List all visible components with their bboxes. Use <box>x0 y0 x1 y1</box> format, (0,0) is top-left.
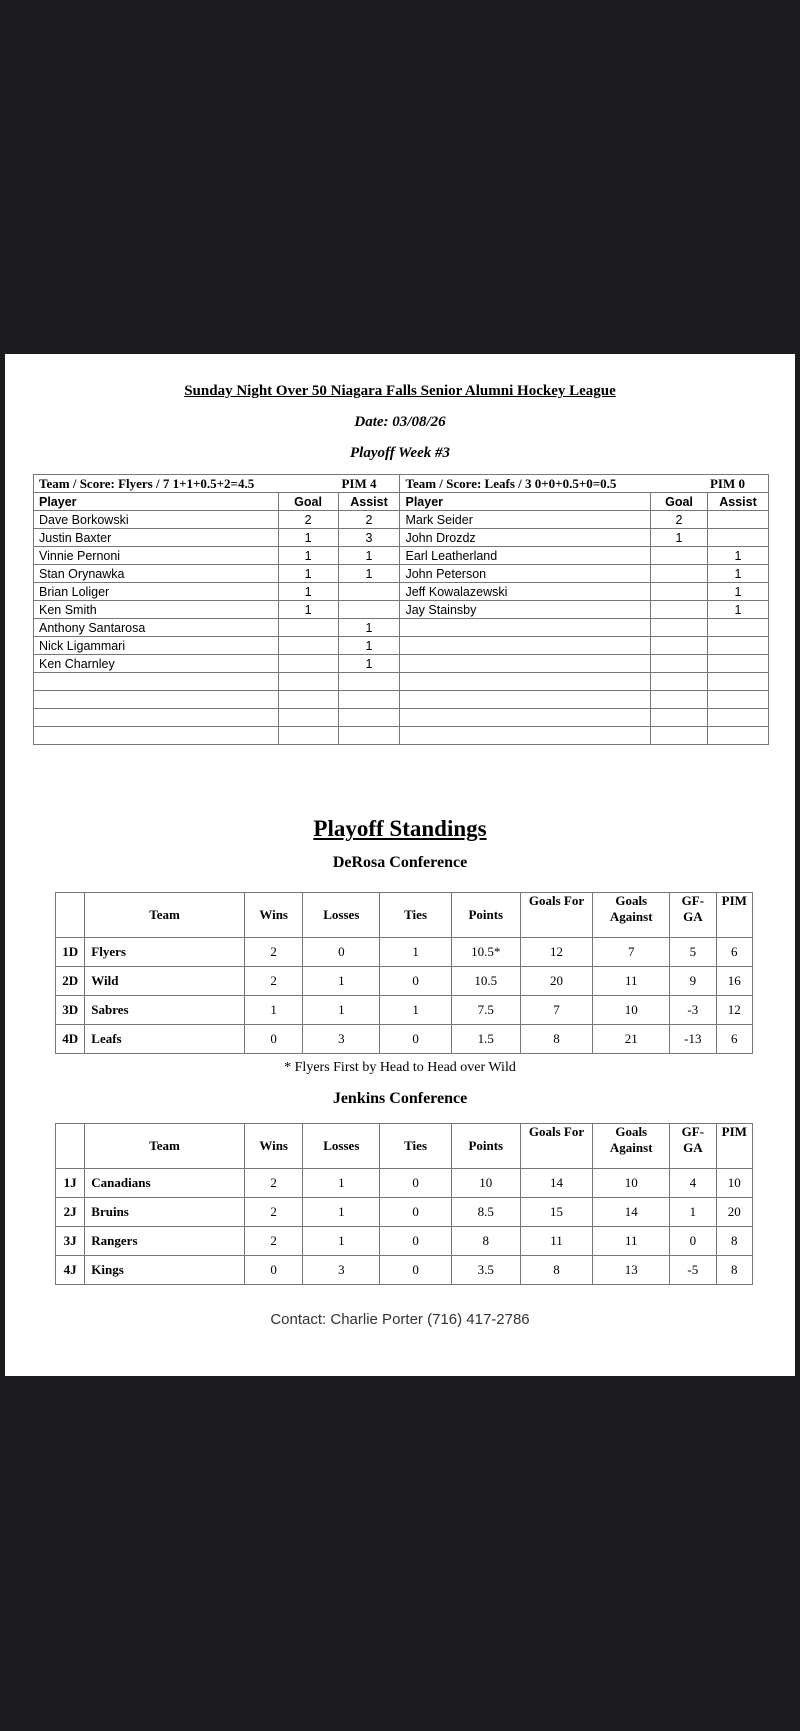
stat-cell: 1 <box>303 1198 380 1227</box>
player-goal <box>651 673 708 691</box>
stat-cell: 7.5 <box>451 996 520 1025</box>
stat-cell: 2 <box>244 1198 303 1227</box>
player-row <box>34 727 769 745</box>
stat-cell: 8.5 <box>451 1198 520 1227</box>
player-name <box>400 691 651 709</box>
player-assist <box>338 691 400 709</box>
pim-text: PIM 0 <box>709 475 745 491</box>
stat-cell: 20 <box>716 1198 752 1227</box>
col-player: Player <box>34 493 279 511</box>
player-goal: 1 <box>278 583 338 601</box>
standings-row <box>56 1256 753 1285</box>
stat-cell: 10.5 <box>451 967 520 996</box>
stat-cell: 0 <box>380 1227 452 1256</box>
player-assist <box>708 619 769 637</box>
player-row <box>34 547 769 565</box>
stat-cell: 8 <box>451 1227 520 1256</box>
col-goal: Goal <box>651 493 708 511</box>
stat-cell: 3.5 <box>451 1256 520 1285</box>
stat-cell: 1 <box>670 1198 716 1227</box>
player-name <box>400 673 651 691</box>
stat-cell: 6 <box>716 938 752 967</box>
player-goal <box>651 727 708 745</box>
stat-cell: 5 <box>670 938 716 967</box>
standings-row <box>56 967 753 996</box>
player-name: Earl Leatherland <box>400 547 651 565</box>
player-goal <box>278 637 338 655</box>
stat-cell: 2 <box>244 938 303 967</box>
stat-cell: 10 <box>716 1169 752 1198</box>
player-name: John Drozdz <box>400 529 651 547</box>
player-goal <box>651 691 708 709</box>
player-goal: 2 <box>651 511 708 529</box>
stat-cell: 1 <box>380 938 452 967</box>
col-header: Wins <box>244 893 303 938</box>
player-goal <box>651 565 708 583</box>
player-name <box>34 691 279 709</box>
stat-cell: 3 <box>303 1256 380 1285</box>
player-name: Vinnie Pernoni <box>34 547 279 565</box>
col-header: PIM <box>716 893 752 938</box>
col-header: Team <box>85 893 245 938</box>
player-assist: 1 <box>338 619 400 637</box>
player-name <box>400 655 651 673</box>
player-name: Stan Orynawka <box>34 565 279 583</box>
col-header: Points <box>451 893 520 938</box>
rank-cell: 1J <box>56 1169 85 1198</box>
player-goal: 1 <box>651 529 708 547</box>
col-header: Points <box>451 1124 520 1169</box>
player-name <box>34 709 279 727</box>
rank-cell: 2D <box>56 967 85 996</box>
stat-cell: 6 <box>716 1025 752 1054</box>
player-goal <box>278 655 338 673</box>
stat-cell: 1 <box>380 996 452 1025</box>
stat-cell: 8 <box>716 1227 752 1256</box>
player-name <box>400 727 651 745</box>
player-row <box>34 709 769 727</box>
player-row <box>34 691 769 709</box>
player-goal <box>651 547 708 565</box>
player-assist <box>708 511 769 529</box>
stat-cell: -5 <box>670 1256 716 1285</box>
rank-cell: 4J <box>56 1256 85 1285</box>
team-cell: Wild <box>85 967 245 996</box>
rank-header <box>56 1124 85 1169</box>
team-score-row <box>34 475 769 493</box>
team-cell: Flyers <box>85 938 245 967</box>
col-header: Losses <box>303 893 380 938</box>
conference-title: Jenkins Conference <box>332 1090 468 1107</box>
team-cell: Sabres <box>85 996 245 1025</box>
player-assist: 1 <box>338 637 400 655</box>
team-cell: Canadians <box>85 1169 245 1198</box>
col-header: Goals For <box>520 893 593 938</box>
stat-cell: 16 <box>716 967 752 996</box>
stat-cell: 8 <box>520 1256 593 1285</box>
stat-cell: 7 <box>520 996 593 1025</box>
player-goal <box>651 601 708 619</box>
player-goal <box>278 619 338 637</box>
stat-cell: 10 <box>451 1169 520 1198</box>
game-date: Date: 03/08/26 <box>354 414 446 430</box>
col-assist: Assist <box>338 493 400 511</box>
player-assist <box>338 727 400 745</box>
player-assist: 1 <box>708 547 769 565</box>
player-assist: 2 <box>338 511 400 529</box>
player-name: Jay Stainsby <box>400 601 651 619</box>
player-name <box>400 637 651 655</box>
col-header: Losses <box>303 1124 380 1169</box>
player-name: Dave Borkowski <box>34 511 279 529</box>
player-goal <box>651 583 708 601</box>
stat-cell: 15 <box>520 1198 593 1227</box>
player-goal <box>651 709 708 727</box>
stat-cell: 0 <box>380 1198 452 1227</box>
pim-text: PIM 4 <box>341 475 377 491</box>
stat-cell: 8 <box>520 1025 593 1054</box>
stat-cell: 0 <box>244 1025 303 1054</box>
player-goal: 1 <box>278 547 338 565</box>
col-header: GF-GA <box>670 893 716 938</box>
stat-cell: 0 <box>670 1227 716 1256</box>
team-cell: Kings <box>85 1256 245 1285</box>
standings-row <box>56 1227 753 1256</box>
player-assist <box>338 673 400 691</box>
player-name: Brian Loliger <box>34 583 279 601</box>
player-row <box>34 601 769 619</box>
player-assist <box>708 727 769 745</box>
col-header: Ties <box>380 1124 452 1169</box>
team-score-text: Team / Score: Flyers / 7 1+1+0.5+2=4.5 <box>39 475 255 491</box>
column-header-row <box>34 493 769 511</box>
document-page <box>5 354 795 1376</box>
player-name <box>34 673 279 691</box>
jenkins-standings-table <box>55 1123 753 1285</box>
col-header: Goals Against <box>593 893 670 938</box>
player-assist: 3 <box>338 529 400 547</box>
col-assist: Assist <box>708 493 769 511</box>
player-row <box>34 511 769 529</box>
rank-cell: 1D <box>56 938 85 967</box>
leafs-team-score <box>400 475 769 493</box>
player-goal <box>651 637 708 655</box>
stat-cell: 9 <box>670 967 716 996</box>
standings-row <box>56 1025 753 1054</box>
player-goal: 1 <box>278 565 338 583</box>
player-goal <box>651 619 708 637</box>
player-assist <box>708 709 769 727</box>
player-name: Mark Seider <box>400 511 651 529</box>
standings-title: Playoff Standings <box>313 816 487 841</box>
player-assist <box>708 529 769 547</box>
stat-cell: 11 <box>520 1227 593 1256</box>
player-assist: 1 <box>338 547 400 565</box>
player-name: Anthony Santarosa <box>34 619 279 637</box>
col-header: Team <box>85 1124 245 1169</box>
stat-cell: 12 <box>716 996 752 1025</box>
player-assist: 1 <box>708 583 769 601</box>
player-goal <box>278 709 338 727</box>
stat-cell: 1 <box>303 1227 380 1256</box>
stat-cell: 0 <box>244 1256 303 1285</box>
player-row <box>34 637 769 655</box>
player-goal <box>651 655 708 673</box>
player-row <box>34 619 769 637</box>
team-score-text: Team / Score: Leafs / 3 0+0+0.5+0=0.5 <box>405 475 617 491</box>
stat-cell: 2 <box>244 1227 303 1256</box>
game-scoresheet <box>33 474 769 745</box>
stat-cell: 11 <box>593 1227 670 1256</box>
player-assist <box>338 583 400 601</box>
player-goal <box>278 727 338 745</box>
stat-cell: 13 <box>593 1256 670 1285</box>
player-name <box>400 619 651 637</box>
col-goal: Goal <box>278 493 338 511</box>
team-cell: Leafs <box>85 1025 245 1054</box>
player-assist: 1 <box>708 601 769 619</box>
stat-cell: -13 <box>670 1025 716 1054</box>
team-cell: Rangers <box>85 1227 245 1256</box>
player-name: Ken Charnley <box>34 655 279 673</box>
player-name: Jeff Kowalazewski <box>400 583 651 601</box>
player-goal: 2 <box>278 511 338 529</box>
stat-cell: 0 <box>380 1025 452 1054</box>
stat-cell: -3 <box>670 996 716 1025</box>
player-assist: 1 <box>338 565 400 583</box>
player-goal: 1 <box>278 601 338 619</box>
standings-header-row <box>56 893 753 938</box>
player-assist <box>708 691 769 709</box>
col-header: Goals Against <box>593 1124 670 1169</box>
standings-row <box>56 1198 753 1227</box>
player-row <box>34 655 769 673</box>
conference-title: DeRosa Conference <box>332 854 468 871</box>
stat-cell: 7 <box>593 938 670 967</box>
stat-cell: 3 <box>303 1025 380 1054</box>
stat-cell: 14 <box>520 1169 593 1198</box>
stat-cell: 2 <box>244 1169 303 1198</box>
playoff-week: Playoff Week #3 <box>350 445 450 461</box>
stat-cell: 10 <box>593 996 670 1025</box>
player-assist <box>708 637 769 655</box>
stat-cell: 21 <box>593 1025 670 1054</box>
rank-cell: 2J <box>56 1198 85 1227</box>
player-name: John Peterson <box>400 565 651 583</box>
stat-cell: 10.5* <box>451 938 520 967</box>
stat-cell: 0 <box>380 1256 452 1285</box>
contact-info: Contact: Charlie Porter (716) 417-2786 <box>270 1311 530 1328</box>
player-assist: 1 <box>708 565 769 583</box>
player-row <box>34 583 769 601</box>
stat-cell: 1 <box>303 967 380 996</box>
stat-cell: 14 <box>593 1198 670 1227</box>
player-assist <box>708 655 769 673</box>
stat-cell: 1 <box>303 996 380 1025</box>
player-row <box>34 673 769 691</box>
standings-header-row <box>56 1124 753 1169</box>
rank-cell: 3D <box>56 996 85 1025</box>
player-name <box>34 727 279 745</box>
rank-header <box>56 893 85 938</box>
stat-cell: 0 <box>380 967 452 996</box>
col-player: Player <box>400 493 651 511</box>
stat-cell: 10 <box>593 1169 670 1198</box>
player-row <box>34 529 769 547</box>
player-goal <box>278 673 338 691</box>
stat-cell: 11 <box>593 967 670 996</box>
stat-cell: 8 <box>716 1256 752 1285</box>
col-header: Goals For <box>520 1124 593 1169</box>
stat-cell: 1 <box>303 1169 380 1198</box>
derosa-standings-table <box>55 892 753 1054</box>
league-title: Sunday Night Over 50 Niagara Falls Senior Alumni Hockey League <box>184 383 616 399</box>
player-assist <box>338 601 400 619</box>
rank-cell: 3J <box>56 1227 85 1256</box>
player-assist <box>338 709 400 727</box>
rank-cell: 4D <box>56 1025 85 1054</box>
player-name: Ken Smith <box>34 601 279 619</box>
stat-cell: 1.5 <box>451 1025 520 1054</box>
standings-row <box>56 938 753 967</box>
player-row <box>34 565 769 583</box>
stat-cell: 12 <box>520 938 593 967</box>
stat-cell: 20 <box>520 967 593 996</box>
stat-cell: 1 <box>244 996 303 1025</box>
col-header: GF-GA <box>670 1124 716 1169</box>
player-assist <box>708 673 769 691</box>
player-goal <box>278 691 338 709</box>
stat-cell: 0 <box>303 938 380 967</box>
col-header: Wins <box>244 1124 303 1169</box>
stat-cell: 0 <box>380 1169 452 1198</box>
player-name: Justin Baxter <box>34 529 279 547</box>
stat-cell: 2 <box>244 967 303 996</box>
standings-row <box>56 996 753 1025</box>
tiebreak-note: * Flyers First by Head to Head over Wild <box>284 1060 516 1075</box>
col-header: PIM <box>716 1124 752 1169</box>
col-header: Ties <box>380 893 452 938</box>
player-name: Nick Ligammari <box>34 637 279 655</box>
player-name <box>400 709 651 727</box>
stat-cell: 4 <box>670 1169 716 1198</box>
standings-row <box>56 1169 753 1198</box>
flyers-team-score <box>34 475 400 493</box>
team-cell: Bruins <box>85 1198 245 1227</box>
player-goal: 1 <box>278 529 338 547</box>
player-assist: 1 <box>338 655 400 673</box>
